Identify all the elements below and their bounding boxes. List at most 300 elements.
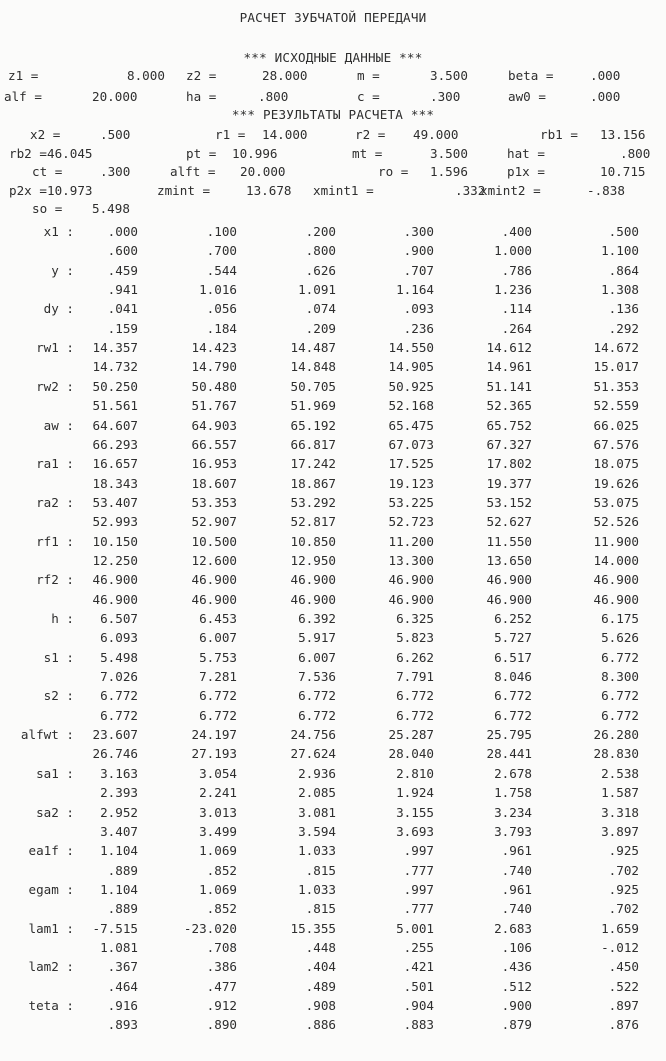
param-name: beta = [508, 68, 554, 83]
param-line [0, 201, 666, 219]
table-cell: .056 [206, 301, 237, 317]
param-name: z1 = [8, 68, 39, 83]
table-row [0, 630, 666, 647]
table-cell: 46.900 [290, 572, 336, 588]
param-value: 10.973 [47, 182, 93, 198]
table-cell: .464 [107, 978, 138, 994]
table-cell: 17.242 [290, 456, 336, 472]
table-cell: 14.848 [290, 359, 336, 375]
variable-label: ra2 : [36, 494, 74, 510]
table-cell: .404 [305, 959, 336, 975]
table-cell: 52.723 [388, 514, 434, 530]
table-cell: 15.355 [290, 920, 336, 936]
table-cell: 26.746 [92, 746, 138, 762]
variable-label: x1 : [43, 224, 74, 239]
table-row [0, 611, 666, 628]
table-row [0, 843, 666, 860]
variable-label: sa2 : [36, 804, 74, 820]
param-value: .300 [430, 89, 461, 104]
table-row [0, 805, 666, 822]
table-cell: .916 [107, 998, 138, 1013]
table-row [0, 708, 666, 725]
table-cell: .386 [206, 959, 237, 975]
param-line [0, 183, 666, 201]
table-cell: 5.917 [298, 630, 336, 646]
param-name: r2 = [355, 127, 386, 142]
document-title: РАСЧЕТ ЗУБЧАТОЙ ПЕРЕДАЧИ [239, 10, 427, 25]
table-cell: 11.200 [388, 533, 434, 549]
table-cell: 46.900 [593, 591, 639, 607]
table-cell: 1.069 [199, 881, 237, 897]
table-cell: .925 [608, 881, 639, 897]
param-name: m = [357, 68, 380, 83]
table-cell: .626 [305, 262, 336, 278]
table-cell: .114 [501, 301, 532, 317]
table-cell: 2.085 [298, 785, 336, 801]
param-line [0, 164, 666, 182]
table-cell: 6.507 [100, 611, 138, 626]
table-cell: .367 [107, 959, 138, 975]
table-cell: 51.141 [486, 378, 532, 394]
param-name: c = [357, 89, 380, 104]
param-value: 46.045 [47, 145, 93, 161]
table-cell: 19.377 [486, 475, 532, 491]
table-row [0, 476, 666, 493]
param-value: 20.000 [240, 164, 286, 179]
table-cell: .500 [608, 224, 639, 239]
variable-label: dy : [43, 301, 74, 317]
table-cell: 3.594 [298, 823, 336, 839]
table-cell: 1.104 [100, 843, 138, 859]
table-cell: 24.756 [290, 727, 336, 743]
table-cell: 6.772 [396, 688, 434, 704]
table-cell: 2.952 [100, 804, 138, 820]
param-name: pt = [186, 145, 217, 161]
table-cell: .421 [403, 959, 434, 975]
table-cell: 2.683 [494, 920, 532, 936]
param-name: xmint2 = [480, 182, 541, 198]
table-cell: 64.903 [191, 417, 237, 433]
table-row [0, 282, 666, 299]
table-cell: 65.752 [486, 417, 532, 433]
param-name: rb1 = [540, 127, 578, 142]
table-cell: .897 [608, 998, 639, 1013]
table-cell: -7.515 [92, 920, 138, 936]
variable-label: rf1 : [36, 533, 74, 549]
table-row [0, 321, 666, 338]
param-value: 3.500 [430, 145, 468, 161]
table-cell: 65.192 [290, 417, 336, 433]
table-cell: 6.772 [601, 688, 639, 704]
variable-label: s1 : [43, 649, 74, 665]
table-cell: 14.790 [191, 359, 237, 375]
table-cell: 1.069 [199, 843, 237, 859]
table-cell: .890 [206, 1017, 237, 1033]
param-name: r1 = [215, 127, 246, 142]
table-cell: 6.772 [494, 688, 532, 704]
variable-label: rf2 : [36, 572, 74, 588]
table-row [0, 534, 666, 551]
table-cell: 7.536 [298, 669, 336, 685]
table-cell: 26.280 [593, 727, 639, 743]
table-cell: 6.772 [396, 707, 434, 723]
table-cell: .106 [501, 939, 532, 955]
table-cell: .900 [403, 243, 434, 259]
table-cell: 28.441 [486, 746, 532, 762]
variable-label: ra1 : [36, 456, 74, 472]
table-cell: .522 [608, 978, 639, 994]
table-cell: 53.225 [388, 494, 434, 510]
table-cell: .184 [206, 320, 237, 336]
variable-label: lam1 : [28, 920, 74, 936]
table-cell: 1.016 [199, 282, 237, 298]
table-cell: 1.081 [100, 939, 138, 955]
table-cell: 14.357 [92, 340, 138, 356]
table-cell: 52.817 [290, 514, 336, 530]
table-cell: .904 [403, 998, 434, 1013]
table-cell: .136 [608, 301, 639, 317]
table-cell: 46.900 [191, 572, 237, 588]
table-cell: 6.517 [494, 649, 532, 665]
table-cell: 14.000 [593, 552, 639, 568]
table-cell: 19.626 [593, 475, 639, 491]
table-row [0, 921, 666, 938]
table-cell: .448 [305, 939, 336, 955]
table-cell: 11.900 [593, 533, 639, 549]
table-cell: 14.961 [486, 359, 532, 375]
table-cell: 14.732 [92, 359, 138, 375]
param-value: 20.000 [92, 89, 138, 104]
table-cell: 3.155 [396, 804, 434, 820]
table-row [0, 979, 666, 996]
variable-label: sa1 : [36, 765, 74, 781]
table-cell: 15.017 [593, 359, 639, 375]
table-cell: 11.550 [486, 533, 532, 549]
param-value: .500 [100, 127, 131, 142]
table-cell: 67.073 [388, 436, 434, 452]
table-cell: 3.897 [601, 823, 639, 839]
table-cell: .255 [403, 939, 434, 955]
table-cell: 16.657 [92, 456, 138, 472]
table-cell: .707 [403, 262, 434, 278]
table-cell: 6.093 [100, 630, 138, 646]
table-row [0, 418, 666, 435]
table-cell: .800 [305, 243, 336, 259]
table-cell: 3.081 [298, 804, 336, 820]
table-cell: .912 [206, 998, 237, 1013]
table-cell: 46.900 [388, 572, 434, 588]
table-cell: 6.453 [199, 611, 237, 626]
table-cell: .708 [206, 939, 237, 955]
table-cell: 64.607 [92, 417, 138, 433]
table-row [0, 901, 666, 918]
table-cell: .900 [501, 998, 532, 1013]
results-heading: *** РЕЗУЛЬТАТЫ РАСЧЕТА *** [231, 107, 435, 122]
table-cell: .908 [305, 998, 336, 1013]
table-cell: 53.292 [290, 494, 336, 510]
table-cell: 7.281 [199, 669, 237, 685]
table-cell: .740 [501, 862, 532, 878]
table-cell: 46.900 [92, 572, 138, 588]
table-cell: 10.150 [92, 533, 138, 549]
table-cell: 5.823 [396, 630, 434, 646]
table-cell: .925 [608, 843, 639, 859]
table-cell: 14.672 [593, 340, 639, 356]
table-cell: 10.500 [191, 533, 237, 549]
table-cell: 18.075 [593, 456, 639, 472]
table-row [0, 553, 666, 570]
table-cell: 3.407 [100, 823, 138, 839]
param-name: ha = [186, 89, 217, 104]
table-cell: .450 [608, 959, 639, 975]
table-cell: 1.924 [396, 785, 434, 801]
table-row [0, 224, 666, 241]
table-cell: 16.953 [191, 456, 237, 472]
table-cell: .702 [608, 862, 639, 878]
table-cell: .600 [107, 243, 138, 259]
table-cell: 1.033 [298, 843, 336, 859]
table-cell: .236 [403, 320, 434, 336]
table-cell: .864 [608, 262, 639, 278]
table-cell: .889 [107, 901, 138, 917]
table-cell: .700 [206, 243, 237, 259]
table-cell: 1.000 [494, 243, 532, 259]
table-cell: 14.905 [388, 359, 434, 375]
table-cell: .815 [305, 901, 336, 917]
table-cell: 1.659 [601, 920, 639, 936]
variable-label: ea1f : [28, 843, 74, 859]
table-cell: 17.802 [486, 456, 532, 472]
table-row [0, 572, 666, 589]
table-cell: .893 [107, 1017, 138, 1033]
table-cell: 5.626 [601, 630, 639, 646]
table-cell: 52.526 [593, 514, 639, 530]
table-row [0, 882, 666, 899]
table-cell: 51.561 [92, 398, 138, 414]
table-cell: 1.587 [601, 785, 639, 801]
table-cell: 28.830 [593, 746, 639, 762]
table-cell: 6.175 [601, 611, 639, 626]
table-cell: 66.557 [191, 436, 237, 452]
table-cell: 12.950 [290, 552, 336, 568]
table-cell: 51.969 [290, 398, 336, 414]
table-cell: 50.705 [290, 378, 336, 394]
table-row [0, 437, 666, 454]
table-cell: .777 [403, 862, 434, 878]
table-cell: .209 [305, 320, 336, 336]
table-cell: 18.343 [92, 475, 138, 491]
param-name: zmint = [157, 182, 211, 198]
table-row [0, 263, 666, 280]
param-line [0, 146, 666, 164]
table-cell: 46.900 [486, 591, 532, 607]
param-name: mt = [352, 145, 383, 161]
table-cell: .074 [305, 301, 336, 317]
table-cell: 18.607 [191, 475, 237, 491]
table-cell: 7.791 [396, 669, 434, 685]
table-cell: 28.040 [388, 746, 434, 762]
table-cell: 2.538 [601, 765, 639, 781]
table-row [0, 456, 666, 473]
table-cell: 46.900 [191, 591, 237, 607]
table-cell: 6.772 [298, 688, 336, 704]
table-row [0, 592, 666, 609]
table-cell: 46.900 [388, 591, 434, 607]
param-name: alft = [170, 164, 216, 179]
table-row [0, 746, 666, 763]
table-cell: 1.033 [298, 881, 336, 897]
table-cell: 53.407 [92, 494, 138, 510]
table-cell: 1.104 [100, 881, 138, 897]
table-cell: 52.993 [92, 514, 138, 530]
table-cell: 53.152 [486, 494, 532, 510]
table-cell: 14.423 [191, 340, 237, 356]
table-row [0, 398, 666, 415]
table-cell: 25.287 [388, 727, 434, 743]
table-cell: .489 [305, 978, 336, 994]
table-row [0, 301, 666, 318]
table-row [0, 669, 666, 686]
table-cell: 50.925 [388, 378, 434, 394]
param-value: 14.000 [262, 127, 308, 142]
table-cell: 1.164 [396, 282, 434, 298]
table-cell: 14.550 [388, 340, 434, 356]
table-cell: .961 [501, 843, 532, 859]
table-cell: 6.007 [298, 649, 336, 665]
table-cell: .815 [305, 862, 336, 878]
param-value: .800 [620, 145, 651, 161]
variable-label: rw1 : [36, 340, 74, 356]
table-cell: .852 [206, 862, 237, 878]
table-cell: 66.817 [290, 436, 336, 452]
table-cell: 6.772 [601, 649, 639, 665]
table-row [0, 959, 666, 976]
param-name: p1x = [507, 164, 545, 179]
param-name: rb2 = [9, 145, 47, 161]
table-cell: 23.607 [92, 727, 138, 743]
table-cell: 24.197 [191, 727, 237, 743]
table-cell: .100 [206, 224, 237, 239]
table-row [0, 1017, 666, 1034]
table-cell: 6.252 [494, 611, 532, 626]
table-cell: 3.013 [199, 804, 237, 820]
table-cell: 1.091 [298, 282, 336, 298]
table-cell: .264 [501, 320, 532, 336]
table-cell: .961 [501, 881, 532, 897]
table-cell: 8.046 [494, 669, 532, 685]
param-name: xmint1 = [313, 182, 374, 198]
table-cell: 8.300 [601, 669, 639, 685]
table-cell: 25.795 [486, 727, 532, 743]
table-cell: 6.772 [100, 688, 138, 704]
table-cell: 3.234 [494, 804, 532, 820]
table-cell: .941 [107, 282, 138, 298]
table-cell: .876 [608, 1017, 639, 1033]
table-cell: 1.236 [494, 282, 532, 298]
table-cell: 46.900 [486, 572, 532, 588]
table-row [0, 650, 666, 667]
table-cell: 46.900 [593, 572, 639, 588]
table-cell: .477 [206, 978, 237, 994]
table-cell: 3.163 [100, 765, 138, 781]
table-cell: .544 [206, 262, 237, 278]
table-cell: .997 [403, 843, 434, 859]
param-value: .300 [100, 164, 131, 179]
table-cell: -.012 [601, 939, 639, 955]
table-cell: 6.325 [396, 611, 434, 626]
table-cell: 5.727 [494, 630, 532, 646]
table-row [0, 243, 666, 260]
param-line [0, 89, 666, 107]
table-cell: 2.936 [298, 765, 336, 781]
table-cell: 53.075 [593, 494, 639, 510]
table-cell: 6.392 [298, 611, 336, 626]
table-cell: 2.393 [100, 785, 138, 801]
table-cell: 1.100 [601, 243, 639, 259]
table-row [0, 379, 666, 396]
param-name: so = [32, 201, 63, 216]
input-data-heading: *** ИСХОДНЫЕ ДАННЫЕ *** [243, 50, 423, 65]
table-row [0, 727, 666, 744]
table-cell: 53.353 [191, 494, 237, 510]
param-value: 28.000 [262, 68, 308, 83]
table-cell: 12.600 [191, 552, 237, 568]
param-value: 8.000 [127, 68, 165, 83]
table-cell: .200 [305, 224, 336, 239]
table-row [0, 785, 666, 802]
param-name: alf = [4, 89, 42, 104]
table-cell: 6.262 [396, 649, 434, 665]
table-cell: .436 [501, 959, 532, 975]
variable-label: lam2 : [28, 959, 74, 975]
param-value: 10.715 [600, 164, 646, 179]
variable-label: aw : [43, 417, 74, 433]
table-cell: 5.001 [396, 920, 434, 936]
table-cell: 3.318 [601, 804, 639, 820]
table-cell: .512 [501, 978, 532, 994]
table-cell: 5.753 [199, 649, 237, 665]
table-row [0, 824, 666, 841]
table-cell: 67.576 [593, 436, 639, 452]
param-value: .800 [258, 89, 289, 104]
table-cell: 46.900 [290, 591, 336, 607]
table-cell: 1.758 [494, 785, 532, 801]
table-cell: 52.559 [593, 398, 639, 414]
table-row [0, 863, 666, 880]
table-cell: 14.487 [290, 340, 336, 356]
table-cell: 27.193 [191, 746, 237, 762]
table-cell: .879 [501, 1017, 532, 1033]
table-cell: .093 [403, 301, 434, 317]
table-cell: .883 [403, 1017, 434, 1033]
param-value: 13.156 [600, 127, 646, 142]
table-cell: .786 [501, 262, 532, 278]
table-cell: 66.025 [593, 417, 639, 433]
table-row [0, 998, 666, 1015]
table-cell: 6.772 [199, 688, 237, 704]
table-cell: 52.365 [486, 398, 532, 414]
table-row [0, 688, 666, 705]
table-cell: 18.867 [290, 475, 336, 491]
table-row [0, 340, 666, 357]
table-cell: 7.026 [100, 669, 138, 685]
param-name: x2 = [30, 127, 61, 142]
param-name: z2 = [186, 68, 217, 83]
table-cell: .292 [608, 320, 639, 336]
table-cell: .702 [608, 901, 639, 917]
table-cell: .501 [403, 978, 434, 994]
table-cell: 6.772 [494, 707, 532, 723]
